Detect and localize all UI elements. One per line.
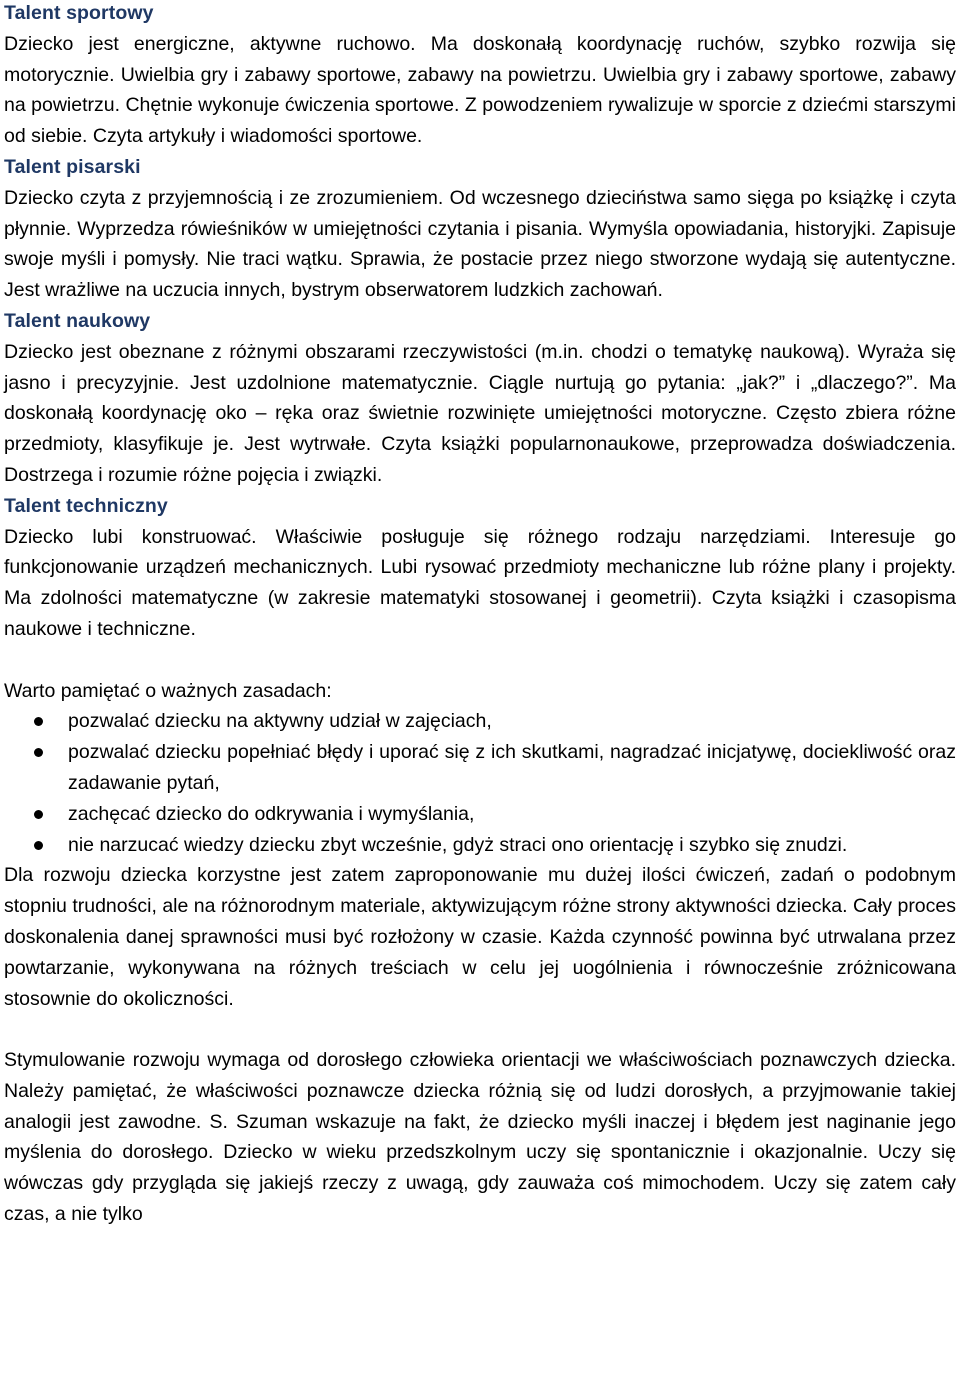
section-science-talent	[4, 306, 956, 491]
list-item-text: pozwalać dziecku na aktywny udział w zajęciach,	[68, 710, 492, 733]
paragraph-stimulation: Stymulowanie rozwoju wymaga od dorosłego człowieka orientacji we właściwościach poznawczych dziecka. Należy pamiętać, że właściwości poznawcze dziecka różnią się od ludzi dorosłych, a przyjmowanie takiej analogii jest zawodne. S. Szuman wskazuje na fakt, że dziecko myśli inaczej i błędem jest naginanie jego myślenia do dorosłego. Dziecko w wieku przedszkolnym uczy się spontanicznie i okazjonalnie. Uczy się wówczas gdy przygląda się jakiejś rzeczy z uwagą, gdy zauważa coś mimochodem. Uczy się zatem cały czas, a nie tylko	[4, 1049, 956, 1226]
blank-line	[4, 645, 956, 676]
section-sports-talent	[4, 0, 956, 152]
section-heading: Talent pisarski	[4, 155, 141, 178]
section-technical-talent	[4, 491, 956, 645]
list-item	[4, 737, 956, 799]
section-heading: Talent techniczny	[4, 494, 168, 517]
section-writing-talent	[4, 152, 956, 306]
list-item	[4, 706, 956, 737]
paragraph-development: Dla rozwoju dziecka korzystne jest zatem zaproponowanie mu dużej ilości ćwiczeń, zadań o podobnym stopniu trudności, ale na różnorodnym materiale, aktywizującym różne strony aktywności dziecka. Cały proces doskonalenia danej sprawności musi być rozłożony w czasie. Każda czynność powinna być utrwalana przez powtarzanie, wykonywana na różnych treściach w celu jej uogólnienia i równocześnie zróżnicowana stosownie do okoliczności.	[4, 864, 956, 1010]
bullet-icon	[34, 841, 43, 850]
section-text: Dziecko jest energiczne, aktywne ruchowo. Ma doskonałą koordynację ruchów, szybko rozwija się motorycznie. Uwielbia gry i zabawy sportowe, zabawy na powietrzu. Uwielbia gry i zabawy sportowe, zabawy na powietrzu. Chętnie wykonuje ćwiczenia sportowe. Z powodzeniem rywalizuje w sporcie z dziećmi starszymi od siebie. Czyta artykuły i wiadomości sportowe.	[4, 32, 956, 148]
section-text: Dziecko jest obeznane z różnymi obszarami rzeczywistości (m.in. chodzi o tematykę naukową). Wyraża się jasno i precyzyjnie. Jest uzdolnione matematycznie. Ciągle nurtują go pytania: „jak?” i „dlaczego?”. Ma doskonałą koordynację oko – ręka oraz świetnie rozwinięte umiejętności motoryczne. Często zbiera różne przedmioty, klasyfikuje je. Jest wytrwałe. Czyta książki popularnonaukowe, przeprowadza doświadczenia. Dostrzega i rozumie różne pojęcia i związki.	[4, 340, 956, 486]
bullet-icon	[34, 748, 43, 757]
blank-line	[4, 1014, 956, 1045]
section-text: Dziecko lubi konstruować. Właściwie posługuje się różnego rodzaju narzędziami. Interesuje go funkcjonowanie urządzeń mechanicznych. Lubi rysować przedmioty mechaniczne lub różne plany i projekty. Ma zdolności matematyczne (w zakresie matematyki stosowanej i geometrii). Czyta książki i czasopisma naukowe i techniczne.	[4, 525, 956, 640]
section-text: Dziecko czyta z przyjemnością i ze zrozumieniem. Od wczesnego dzieciństwa samo sięga po książkę i czyta płynnie. Wyprzedza rówieśników w umiejętności czytania i pisania. Wymyśla opowiadania, historyjki. Zapisuje swoje myśli i pomysły. Nie traci wątku. Sprawia, że postacie przez niego stworzone wydają się autentyczne. Jest wrażliwe na uczucia innych, bystrym obserwatorem ludzkich zachowań.	[4, 186, 956, 302]
rules-intro: Warto pamiętać o ważnych zasadach:	[4, 679, 332, 702]
section-heading: Talent naukowy	[4, 309, 151, 332]
list-item	[4, 830, 956, 861]
section-heading: Talent sportowy	[4, 2, 154, 24]
list-item-text: pozwalać dziecku popełniać błędy i uporać się z ich skutkami, nagradzać inicjatywę, dociekliwość oraz zadawanie pytań,	[68, 741, 956, 794]
list-item-text: nie narzucać wiedzy dziecku zbyt wcześnie, gdyż straci ono orientację i szybko się znudzi.	[68, 833, 848, 856]
list-item-text: zachęcać dziecko do odkrywania i wymyślania,	[68, 802, 475, 825]
bullet-icon	[34, 717, 43, 726]
bullet-icon	[34, 810, 43, 819]
list-item	[4, 799, 956, 830]
rules-list	[4, 706, 956, 860]
